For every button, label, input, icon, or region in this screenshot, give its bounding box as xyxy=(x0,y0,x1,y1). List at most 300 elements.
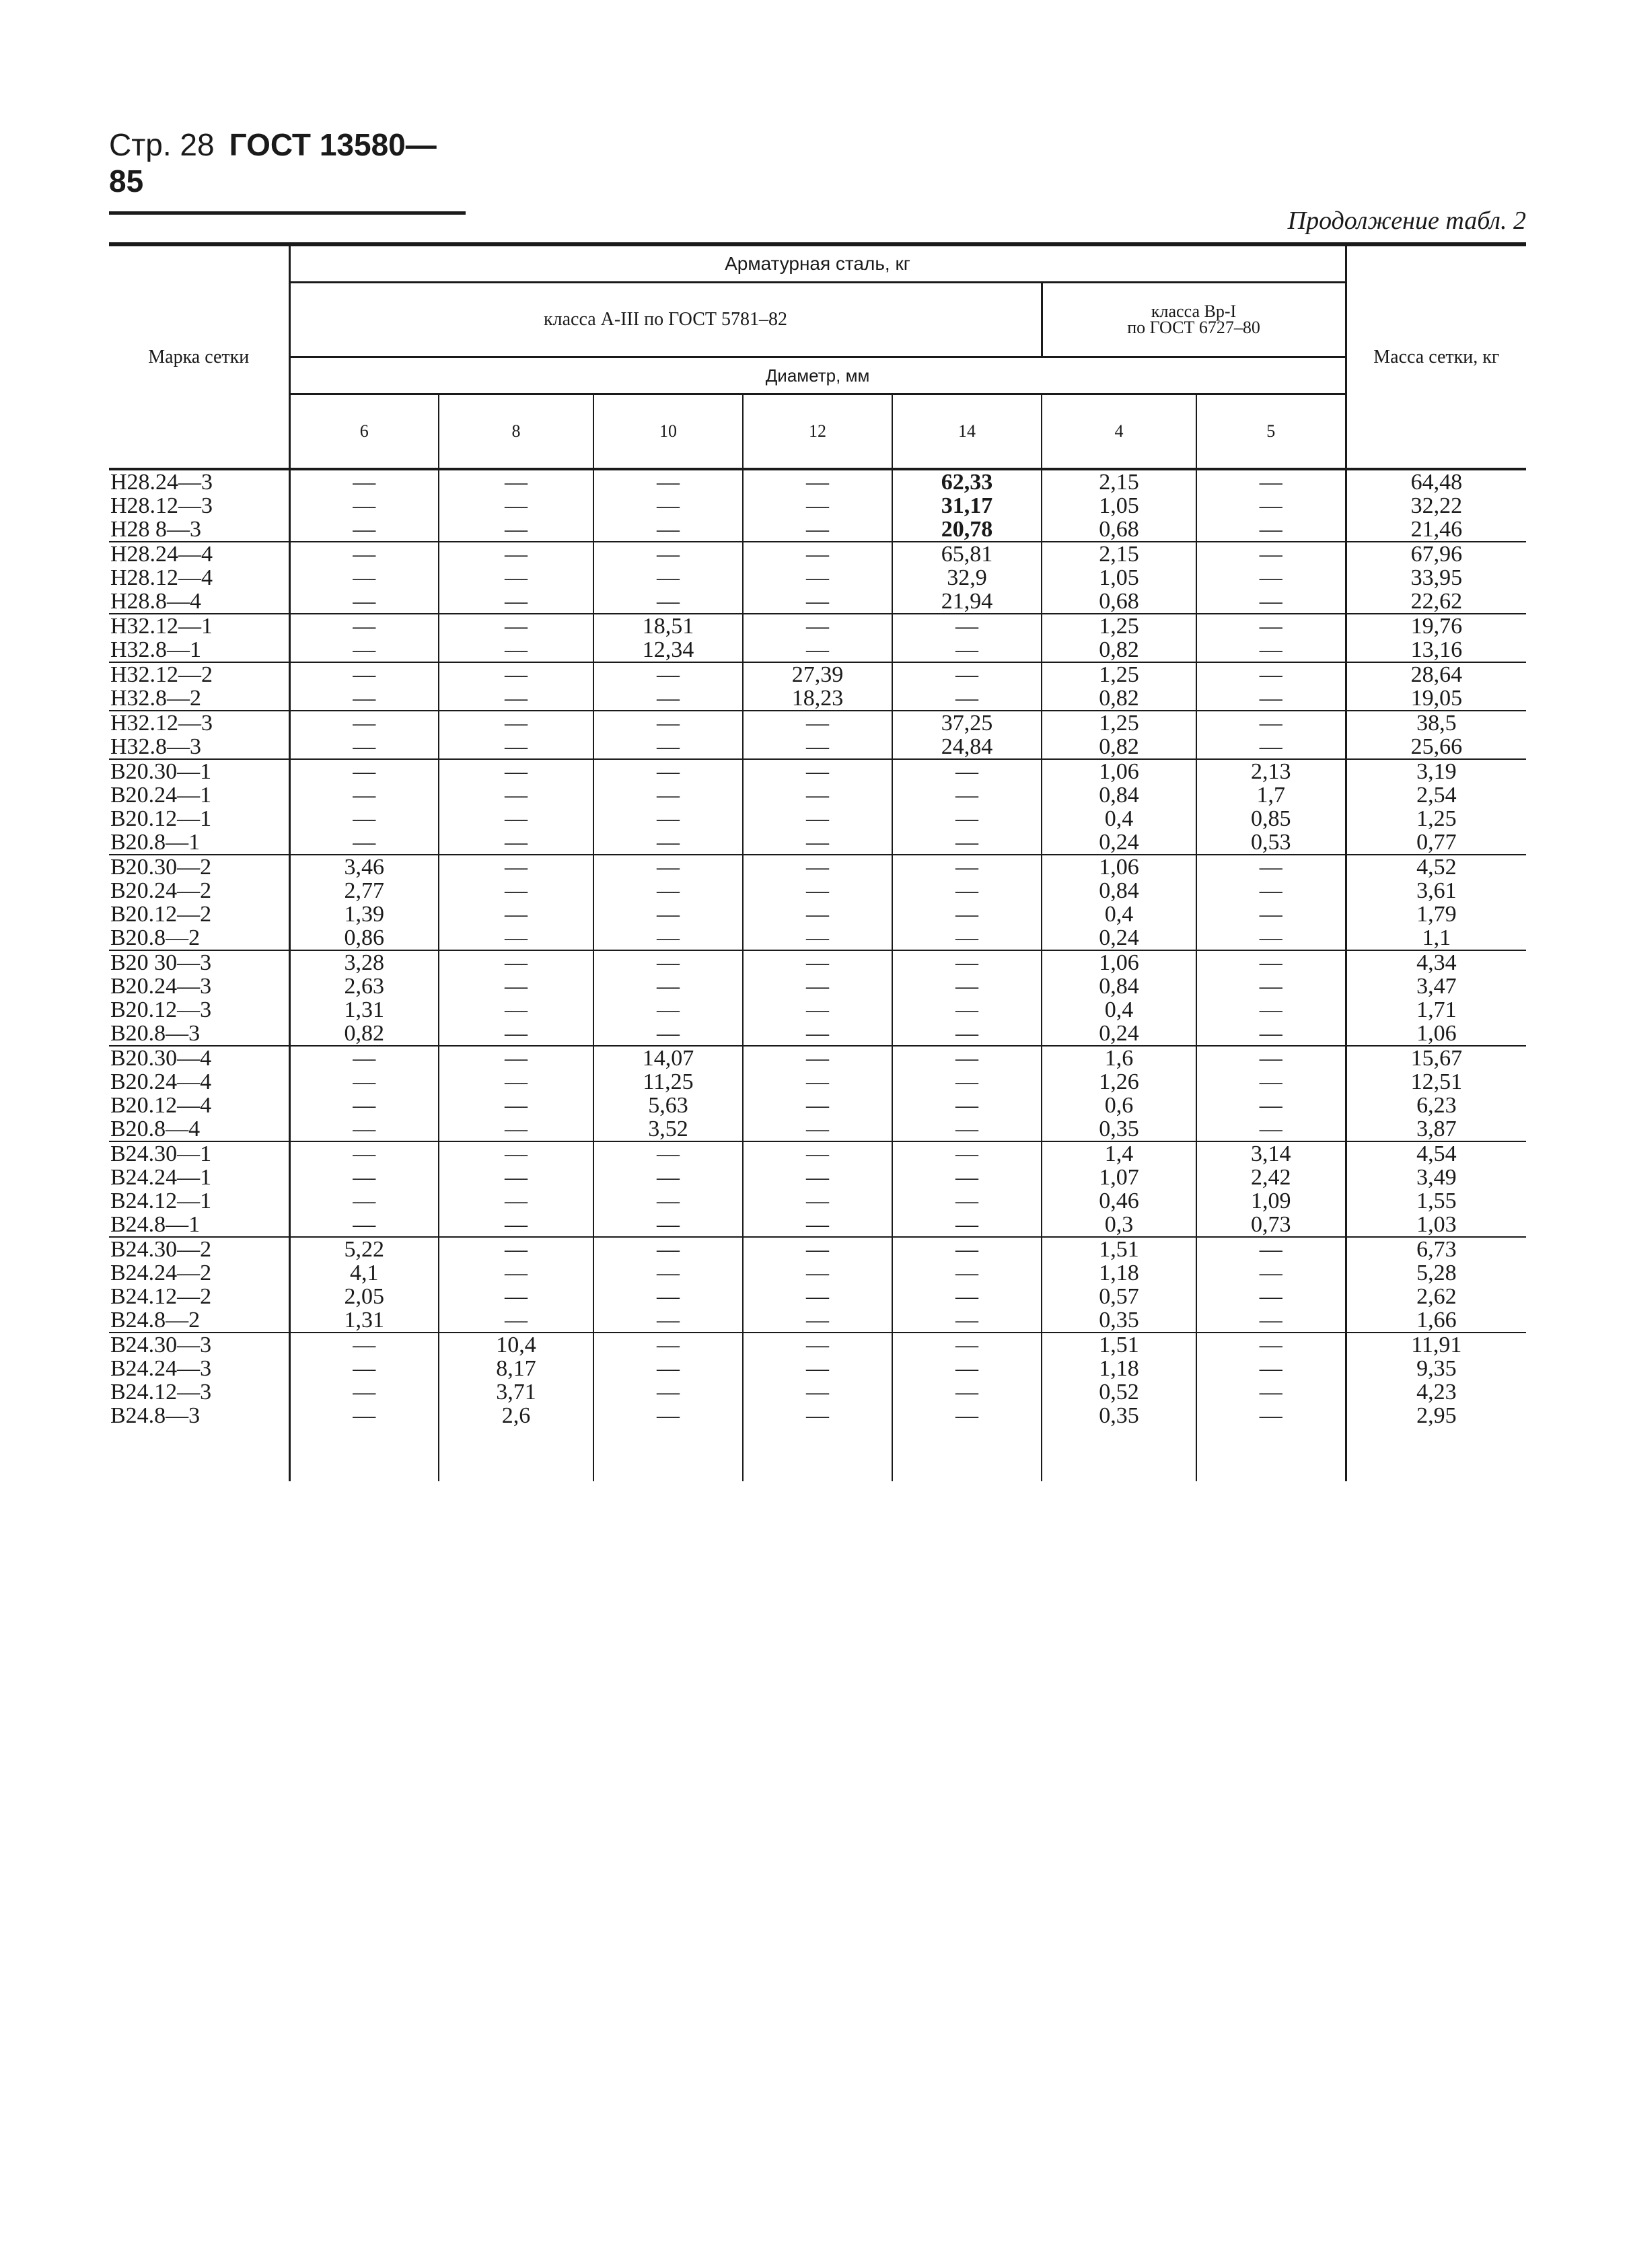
cell-value: — xyxy=(657,1284,680,1309)
cell-value: — xyxy=(657,1308,680,1333)
cell-value: — xyxy=(806,1021,829,1046)
brand-cell xyxy=(109,950,289,1046)
cell-value: 5,22 xyxy=(344,1237,384,1262)
cell-value: — xyxy=(657,1021,680,1046)
cell-value: — xyxy=(806,878,829,903)
diameter-4: 4 xyxy=(1042,394,1196,470)
cell-value: — xyxy=(657,783,680,808)
diameter-5-cell xyxy=(1196,469,1346,542)
diameter-12-cell xyxy=(743,469,892,542)
cell-value: — xyxy=(955,806,978,831)
diameter-5-cell xyxy=(1196,711,1346,759)
cell-value: — xyxy=(657,517,680,542)
cell-value: 4,34 xyxy=(1416,950,1457,975)
table-row-group xyxy=(109,855,1526,950)
cell-value: 1,03 xyxy=(1416,1212,1457,1237)
cell-value: 1,25 xyxy=(1099,711,1139,736)
cell-value: 19,05 xyxy=(1410,686,1463,711)
diameter-4-cell xyxy=(1042,759,1196,855)
cell-value: — xyxy=(505,1069,528,1094)
cell-value: — xyxy=(806,1046,829,1071)
diameter-4-cell xyxy=(1042,1237,1196,1333)
cell-value: 2,6 xyxy=(501,1403,531,1428)
cell-value: 0,77 xyxy=(1416,830,1457,855)
cell-value: — xyxy=(955,637,978,662)
cell-value: — xyxy=(806,614,829,639)
cell-value: 2,95 xyxy=(1416,1403,1457,1428)
cell-value: 65,81 xyxy=(941,542,993,567)
mesh-mass-table xyxy=(109,242,1526,1481)
cell-value: 0,24 xyxy=(1099,1021,1139,1046)
cell-value: — xyxy=(1259,1333,1282,1357)
table-row-group xyxy=(109,950,1526,1046)
cell-value: — xyxy=(1259,855,1282,880)
cell-value: — xyxy=(657,1380,680,1405)
cell-value: — xyxy=(955,1117,978,1141)
cell-value: — xyxy=(657,855,680,880)
cell-value: — xyxy=(657,589,680,614)
diameter-4-cell xyxy=(1042,950,1196,1046)
mass-cell xyxy=(1346,542,1526,614)
cell-value: — xyxy=(353,542,376,567)
cell-value: 11,25 xyxy=(643,1069,694,1094)
diameter-5-cell xyxy=(1196,542,1346,614)
cell-value: — xyxy=(353,637,376,662)
cell-value: — xyxy=(353,783,376,808)
cell-value: — xyxy=(955,1093,978,1118)
cell-value: 2,42 xyxy=(1251,1165,1291,1190)
cell-value: — xyxy=(657,830,680,855)
cell-value: — xyxy=(955,614,978,639)
diameter-8-cell xyxy=(439,1046,593,1141)
diameter-4-cell xyxy=(1042,469,1196,542)
cell-value: 6,23 xyxy=(1416,1093,1457,1118)
diameter-5-cell xyxy=(1196,950,1346,1046)
cell-value: 20,78 xyxy=(941,517,993,542)
cell-value: — xyxy=(806,1212,829,1237)
cell-value: 22,62 xyxy=(1410,589,1463,614)
cell-value: 1,51 xyxy=(1099,1333,1139,1357)
cell-value: — xyxy=(806,734,829,759)
cell-value: — xyxy=(353,686,376,711)
cell-value: — xyxy=(505,997,528,1022)
cell-value: 33,95 xyxy=(1410,565,1463,590)
cell-value: — xyxy=(1259,589,1282,614)
cell-value: 3,14 xyxy=(1251,1141,1291,1166)
diameter-6-cell xyxy=(289,1333,439,1481)
diameter-14-cell xyxy=(892,950,1042,1046)
mass-cell xyxy=(1346,614,1526,662)
diameter-5-cell xyxy=(1196,759,1346,855)
table-row-group xyxy=(109,1046,1526,1141)
mass-cell xyxy=(1346,759,1526,855)
cell-value: — xyxy=(955,974,978,999)
cell-value: — xyxy=(353,662,376,687)
cell-value: — xyxy=(955,686,978,711)
cell-value: — xyxy=(353,1046,376,1071)
mass-cell xyxy=(1346,1237,1526,1333)
diameter-6-cell xyxy=(289,662,439,711)
cell-value: 5,28 xyxy=(1416,1261,1457,1285)
cell-value: — xyxy=(806,830,829,855)
cell-value: — xyxy=(505,1212,528,1237)
cell-value: 0,3 xyxy=(1104,1212,1134,1237)
cell-value: Н28.12—3 xyxy=(110,493,213,518)
cell-value: — xyxy=(1259,1380,1282,1405)
diameter-10-cell xyxy=(593,759,743,855)
cell-value: — xyxy=(1259,1284,1282,1309)
cell-value: — xyxy=(353,830,376,855)
diameter-12-cell xyxy=(743,1046,892,1141)
cell-value: 1,09 xyxy=(1251,1189,1291,1213)
cell-value: 1,07 xyxy=(1099,1165,1139,1190)
diameter-6-cell xyxy=(289,469,439,542)
diameter-12-cell xyxy=(743,855,892,950)
cell-value: 0,6 xyxy=(1104,1093,1134,1118)
diameter-4-cell xyxy=(1042,1141,1196,1237)
cell-value: — xyxy=(1259,878,1282,903)
cell-value: — xyxy=(1259,1069,1282,1094)
cell-value: — xyxy=(806,855,829,880)
cell-value: — xyxy=(353,1117,376,1141)
cell-value: В20.8—3 xyxy=(110,1021,201,1046)
cell-value: — xyxy=(955,1212,978,1237)
diameter-14-cell xyxy=(892,1333,1042,1481)
cell-value: — xyxy=(1259,1308,1282,1333)
diameter-8-cell xyxy=(439,469,593,542)
mass-cell xyxy=(1346,950,1526,1046)
diameter-6-cell xyxy=(289,759,439,855)
cell-value: — xyxy=(1259,686,1282,711)
cell-value: — xyxy=(806,1117,829,1141)
cell-value: 4,1 xyxy=(350,1261,379,1285)
cell-value: — xyxy=(505,950,528,975)
cell-value: — xyxy=(657,1403,680,1428)
class-bp1-line2: по ГОСТ 6727–80 xyxy=(1127,318,1260,337)
cell-value: 0,52 xyxy=(1099,1380,1139,1405)
cell-value: 64,48 xyxy=(1410,470,1463,495)
cell-value: 3,52 xyxy=(648,1117,688,1141)
diameter-8-cell xyxy=(439,711,593,759)
cell-value: 3,46 xyxy=(344,855,384,880)
cell-value: — xyxy=(353,517,376,542)
diameter-10-cell xyxy=(593,542,743,614)
diameter-8-cell xyxy=(439,542,593,614)
table-row-group xyxy=(109,662,1526,711)
cell-value: В20.30—4 xyxy=(110,1046,212,1071)
cell-value: — xyxy=(657,878,680,903)
cell-value: 0,35 xyxy=(1099,1308,1139,1333)
cell-value: — xyxy=(1259,517,1282,542)
cell-value: 2,15 xyxy=(1099,542,1139,567)
cell-value: В24.30—1 xyxy=(110,1141,212,1166)
diameter-10-cell xyxy=(593,711,743,759)
cell-value: Н28.8—4 xyxy=(110,589,202,614)
diameter-5-cell xyxy=(1196,1141,1346,1237)
cell-value: 19,76 xyxy=(1410,614,1463,639)
cell-value: 1,05 xyxy=(1099,565,1139,590)
cell-value: — xyxy=(955,855,978,880)
class-bp1-line1: класса Вр-I xyxy=(1151,302,1237,321)
diameter-12-cell xyxy=(743,1237,892,1333)
mass-cell xyxy=(1346,1333,1526,1481)
cell-value: — xyxy=(505,925,528,950)
cell-value: 12,51 xyxy=(1410,1069,1463,1094)
cell-value: 4,54 xyxy=(1416,1141,1457,1166)
cell-value: — xyxy=(1259,470,1282,495)
cell-value: — xyxy=(353,1333,376,1357)
cell-value: 9,35 xyxy=(1416,1356,1457,1381)
cell-value: — xyxy=(657,470,680,495)
cell-value: — xyxy=(657,925,680,950)
cell-value: — xyxy=(1259,1021,1282,1046)
cell-value: В20.8—4 xyxy=(110,1117,201,1141)
diameter-12-cell xyxy=(743,614,892,662)
cell-value: 2,77 xyxy=(344,878,384,903)
cell-value: — xyxy=(505,637,528,662)
diameter-14-cell xyxy=(892,1046,1042,1141)
cell-value: — xyxy=(955,925,978,950)
cell-value: — xyxy=(657,902,680,927)
page-number: Стр. 28 xyxy=(109,127,215,162)
cell-value: — xyxy=(657,1261,680,1285)
cell-value: 3,19 xyxy=(1416,759,1457,784)
cell-value: — xyxy=(505,614,528,639)
armatura-header: Арматурная сталь, кг xyxy=(289,244,1346,283)
cell-value: В24.24—3 xyxy=(110,1356,212,1381)
cell-value: — xyxy=(657,974,680,999)
cell-value: — xyxy=(353,1356,376,1381)
diameter-8-cell xyxy=(439,759,593,855)
cell-value: 3,28 xyxy=(344,950,384,975)
cell-value: 1,6 xyxy=(1104,1046,1134,1071)
cell-value: — xyxy=(806,517,829,542)
diameter-4-cell xyxy=(1042,662,1196,711)
mass-column-header: Масса сетки, кг xyxy=(1346,244,1526,469)
cell-value: — xyxy=(1259,711,1282,736)
cell-value: 2,15 xyxy=(1099,470,1139,495)
cell-value: — xyxy=(353,1093,376,1118)
cell-value: 1,39 xyxy=(344,902,384,927)
brand-cell xyxy=(109,1333,289,1481)
cell-value: — xyxy=(955,1284,978,1309)
class-bp1-header xyxy=(1042,283,1346,357)
cell-value: Н28 8—3 xyxy=(110,517,202,542)
diameter-6-cell xyxy=(289,855,439,950)
cell-value: — xyxy=(657,542,680,567)
cell-value: 3,61 xyxy=(1416,878,1457,903)
cell-value: 28,64 xyxy=(1410,662,1463,687)
diameter-12-cell xyxy=(743,662,892,711)
cell-value: — xyxy=(657,1333,680,1357)
cell-value: Н32.8—2 xyxy=(110,686,202,711)
diameter-12-cell xyxy=(743,759,892,855)
cell-value: — xyxy=(955,662,978,687)
cell-value: — xyxy=(353,1403,376,1428)
cell-value: 1,4 xyxy=(1104,1141,1134,1166)
cell-value: 2,63 xyxy=(344,974,384,999)
cell-value: 1,26 xyxy=(1099,1069,1139,1094)
cell-value: 1,71 xyxy=(1416,997,1457,1022)
cell-value: В20.12—1 xyxy=(110,806,212,831)
diameter-6: 6 xyxy=(289,394,439,470)
cell-value: 3,71 xyxy=(496,1380,536,1405)
cell-value: — xyxy=(505,1189,528,1213)
cell-value: Н32.12—1 xyxy=(110,614,213,639)
cell-value: 0,24 xyxy=(1099,830,1139,855)
cell-value: — xyxy=(955,830,978,855)
cell-value: — xyxy=(806,902,829,927)
cell-value: — xyxy=(806,1333,829,1357)
brand-cell xyxy=(109,662,289,711)
cell-value: — xyxy=(806,806,829,831)
diameter-10-cell xyxy=(593,614,743,662)
cell-value: Н28.24—3 xyxy=(110,470,213,495)
cell-value: — xyxy=(806,1141,829,1166)
cell-value: 0,53 xyxy=(1251,830,1291,855)
diameter-12: 12 xyxy=(743,394,892,470)
diameter-4-cell xyxy=(1042,1046,1196,1141)
table-row-group xyxy=(109,1333,1526,1481)
cell-value: — xyxy=(505,878,528,903)
cell-value: 1,06 xyxy=(1099,950,1139,975)
cell-value: — xyxy=(806,637,829,662)
cell-value: 0,68 xyxy=(1099,517,1139,542)
cell-value: — xyxy=(955,950,978,975)
cell-value: 38,5 xyxy=(1416,711,1457,736)
brand-cell xyxy=(109,1141,289,1237)
cell-value: 5,63 xyxy=(648,1093,688,1118)
diameter-6-cell xyxy=(289,711,439,759)
cell-value: — xyxy=(806,1165,829,1190)
cell-value: 1,7 xyxy=(1256,783,1286,808)
cell-value: 25,66 xyxy=(1410,734,1463,759)
cell-value: — xyxy=(806,950,829,975)
cell-value: — xyxy=(505,493,528,518)
cell-value: — xyxy=(657,1212,680,1237)
cell-value: — xyxy=(806,1356,829,1381)
diameter-6-cell xyxy=(289,1237,439,1333)
cell-value: 2,54 xyxy=(1416,783,1457,808)
table-row-group xyxy=(109,711,1526,759)
cell-value: — xyxy=(1259,1117,1282,1141)
cell-value: В20.12—3 xyxy=(110,997,212,1022)
diameter-5-cell xyxy=(1196,1046,1346,1141)
diameter-12-cell xyxy=(743,1141,892,1237)
cell-value: Н32.8—3 xyxy=(110,734,202,759)
cell-value: В24.12—3 xyxy=(110,1380,212,1405)
cell-value: 0,46 xyxy=(1099,1189,1139,1213)
brand-cell xyxy=(109,1046,289,1141)
cell-value: 2,05 xyxy=(344,1284,384,1309)
brand-cell xyxy=(109,759,289,855)
cell-value: — xyxy=(353,1165,376,1190)
cell-value: 0,82 xyxy=(1099,637,1139,662)
cell-value: — xyxy=(955,1141,978,1166)
cell-value: — xyxy=(806,1093,829,1118)
cell-value: — xyxy=(505,1237,528,1262)
cell-value: 37,25 xyxy=(941,711,993,736)
cell-value: — xyxy=(806,589,829,614)
cell-value: 6,73 xyxy=(1416,1237,1457,1262)
cell-value: — xyxy=(505,1046,528,1071)
cell-value: В20.24—4 xyxy=(110,1069,212,1094)
cell-value: — xyxy=(955,1308,978,1333)
cell-value: — xyxy=(505,1284,528,1309)
cell-value: — xyxy=(353,1189,376,1213)
diameter-14-cell xyxy=(892,855,1042,950)
brand-column-header: Марка сетки xyxy=(109,244,289,469)
cell-value: 1,31 xyxy=(344,1308,384,1333)
page-header xyxy=(109,127,466,215)
cell-value: — xyxy=(353,614,376,639)
diameter-14-cell xyxy=(892,1141,1042,1237)
brand-cell xyxy=(109,542,289,614)
cell-value: В20 30—3 xyxy=(110,950,212,975)
cell-value: 67,96 xyxy=(1410,542,1463,567)
cell-value: 0,84 xyxy=(1099,783,1139,808)
cell-value: — xyxy=(955,1069,978,1094)
diameter-5-cell xyxy=(1196,662,1346,711)
mass-cell xyxy=(1346,1046,1526,1141)
cell-value: — xyxy=(657,997,680,1022)
cell-value: — xyxy=(657,759,680,784)
cell-value: — xyxy=(806,1380,829,1405)
cell-value: 0,82 xyxy=(1099,686,1139,711)
cell-value: 14,07 xyxy=(642,1046,694,1071)
diameter-14-cell xyxy=(892,662,1042,711)
diameter-4-cell xyxy=(1042,542,1196,614)
cell-value: — xyxy=(1259,925,1282,950)
cell-value: — xyxy=(353,759,376,784)
cell-value: — xyxy=(353,470,376,495)
diameter-6-cell xyxy=(289,542,439,614)
cell-value: 0,4 xyxy=(1104,997,1134,1022)
cell-value: 1,25 xyxy=(1099,614,1139,639)
cell-value: — xyxy=(505,1261,528,1285)
cell-value: — xyxy=(657,1141,680,1166)
table-row-group xyxy=(109,1141,1526,1237)
diameter-5-cell xyxy=(1196,614,1346,662)
cell-value: В24.12—1 xyxy=(110,1189,212,1213)
cell-value: 1,05 xyxy=(1099,493,1139,518)
cell-value: — xyxy=(353,1212,376,1237)
cell-value: 1,06 xyxy=(1099,855,1139,880)
diameter-14-cell xyxy=(892,614,1042,662)
cell-value: — xyxy=(955,1021,978,1046)
diameter-5-cell xyxy=(1196,1237,1346,1333)
cell-value: 18,23 xyxy=(791,686,844,711)
mass-cell xyxy=(1346,855,1526,950)
cell-value: 1,1 xyxy=(1422,925,1451,950)
cell-value: — xyxy=(505,759,528,784)
cell-value: — xyxy=(806,759,829,784)
mass-cell xyxy=(1346,662,1526,711)
cell-value: 13,16 xyxy=(1410,637,1463,662)
diameter-8: 8 xyxy=(439,394,593,470)
brand-cell xyxy=(109,614,289,662)
cell-value: 32,9 xyxy=(947,565,987,590)
cell-value: В24.24—2 xyxy=(110,1261,212,1285)
cell-value: Н32.12—2 xyxy=(110,662,213,687)
cell-value: 1,51 xyxy=(1099,1237,1139,1262)
cell-value: 1,66 xyxy=(1416,1308,1457,1333)
table-continuation-label: Продолжение табл. 2 xyxy=(1287,207,1526,235)
class-a3-header: класса А-III по ГОСТ 5781–82 xyxy=(289,283,1042,357)
table-row-group xyxy=(109,1237,1526,1333)
diameter-5-cell xyxy=(1196,855,1346,950)
cell-value: — xyxy=(657,1165,680,1190)
